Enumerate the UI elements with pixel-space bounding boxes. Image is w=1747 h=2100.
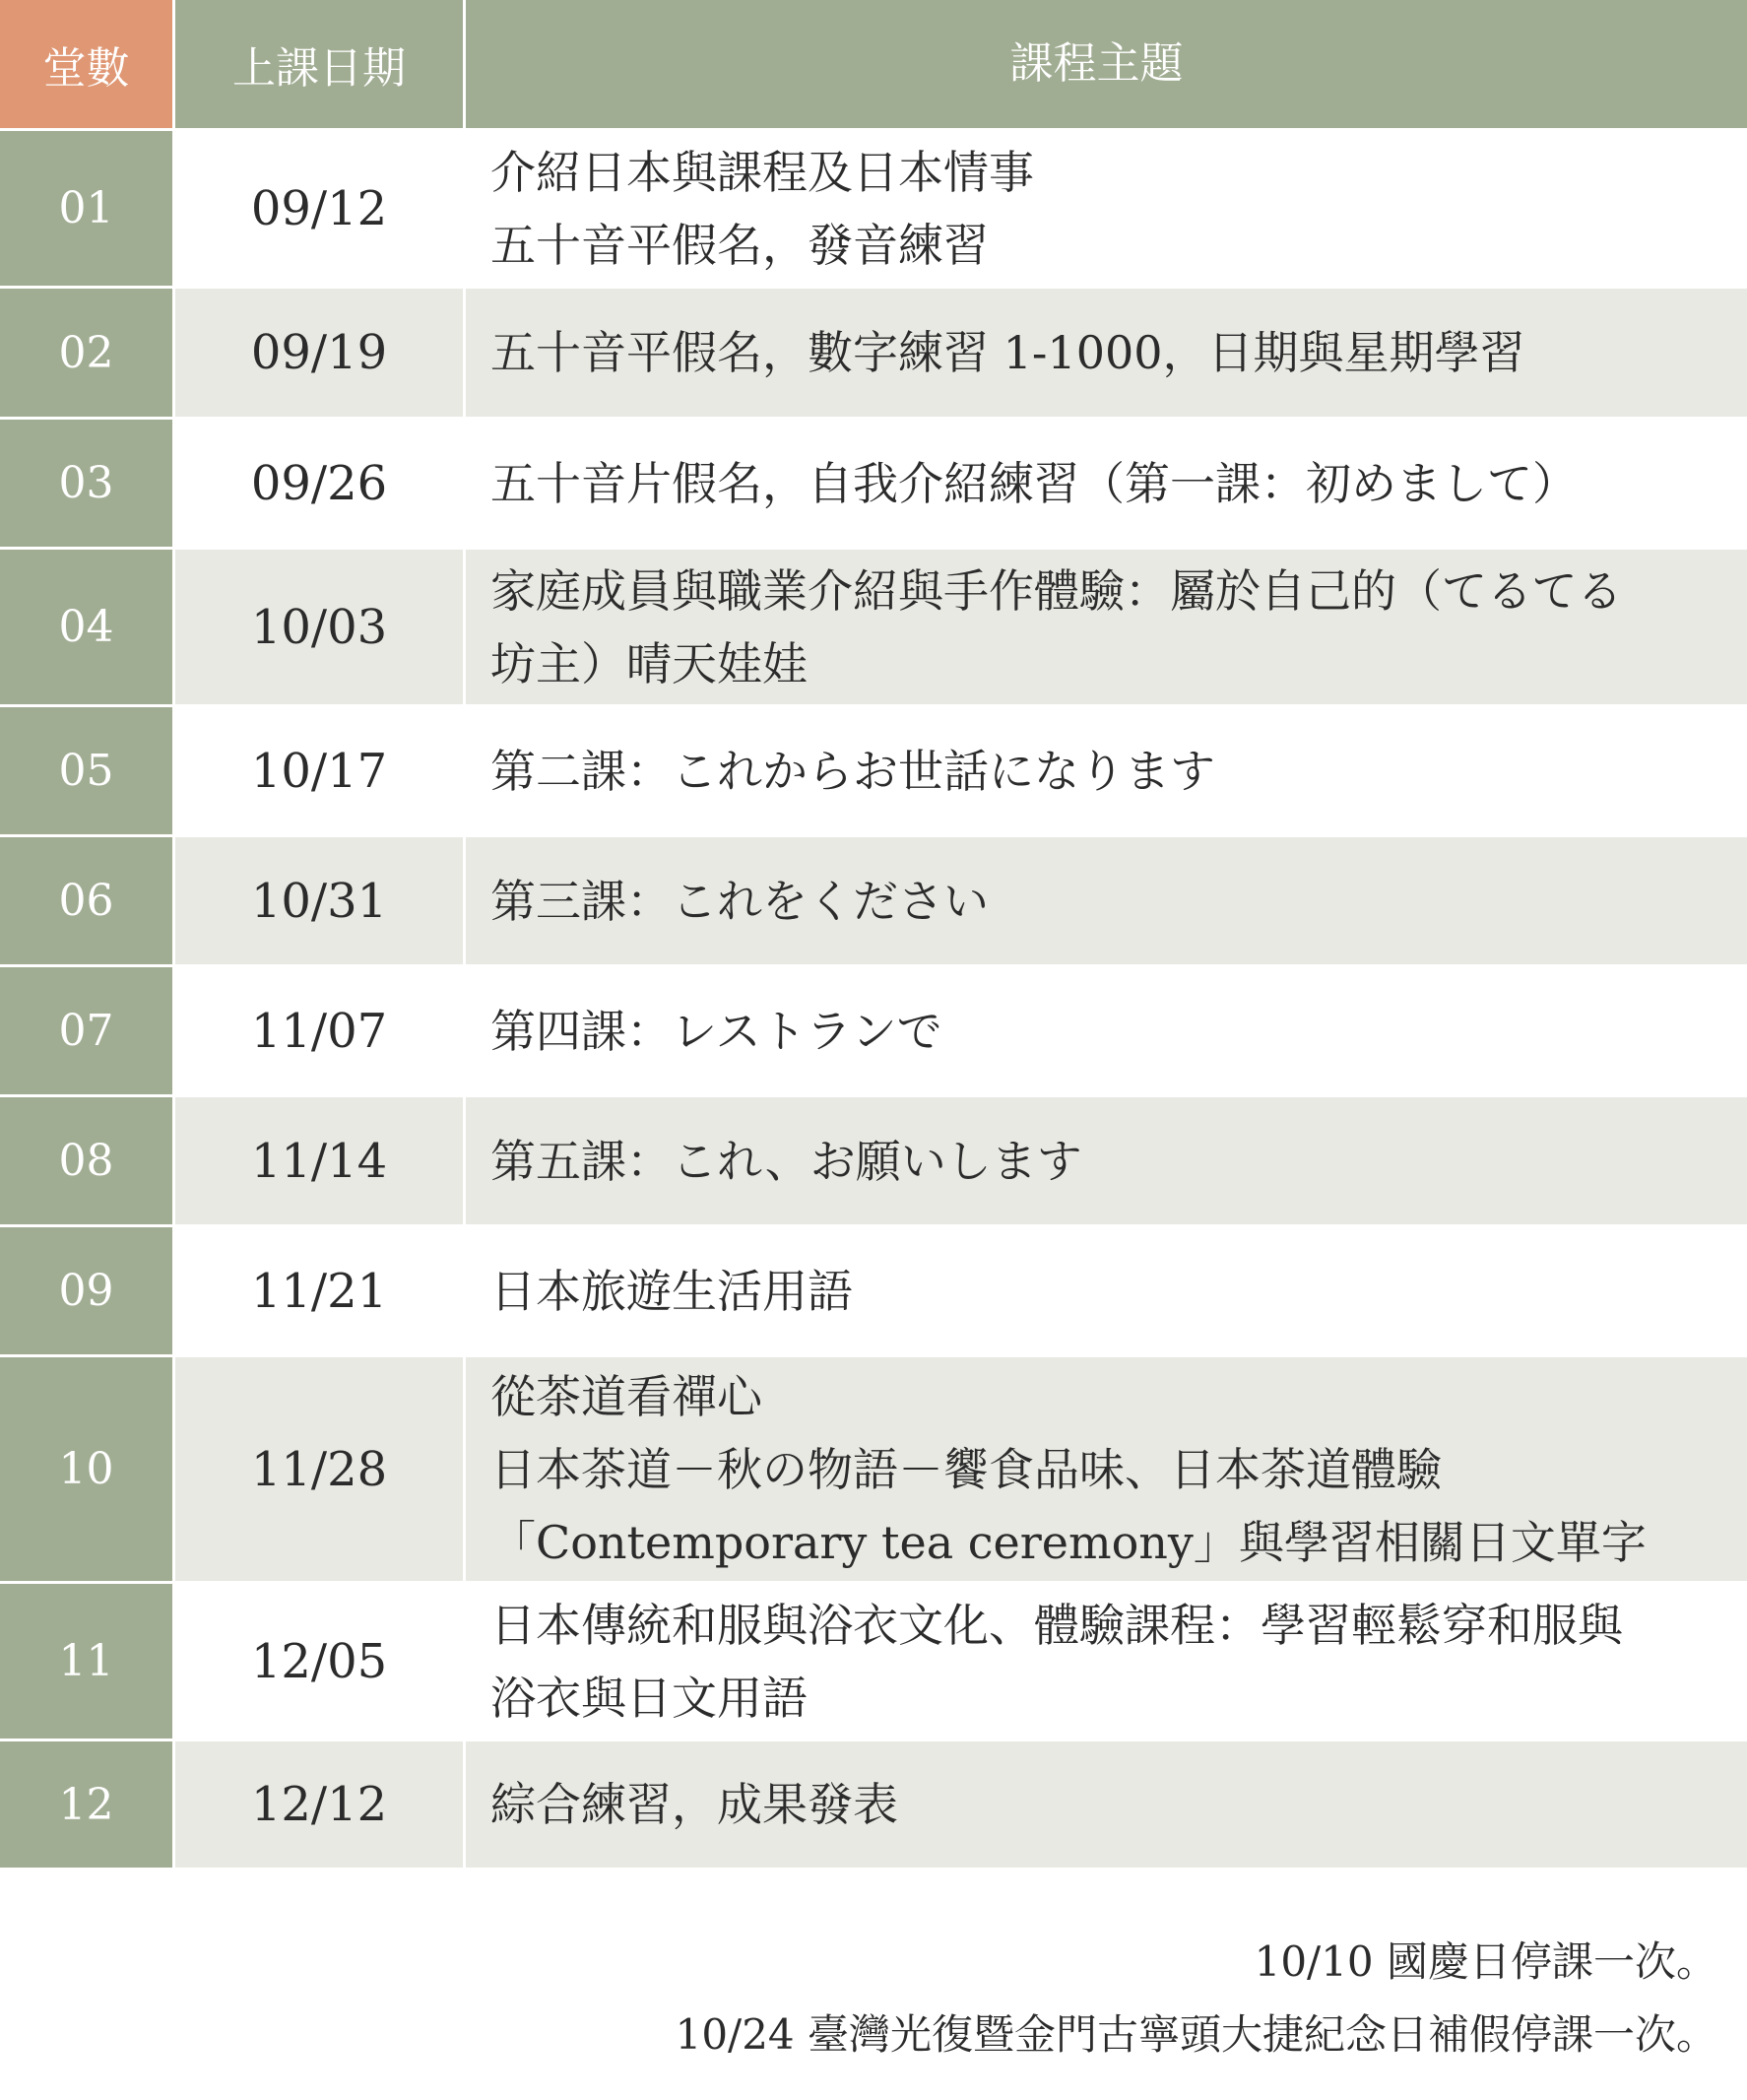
course-topic-line: 第二課：これからお世話になります [490,744,1215,798]
table-row [0,550,1747,704]
class-date: 10/31 [175,837,463,964]
course-topic [466,1741,1747,1868]
course-topic-line: 五十音片假名，自我介紹練習（第一課：初めまして） [490,456,1578,510]
course-topic-line: 第五課：これ、お願いします [490,1134,1082,1188]
table-row [0,289,1747,417]
course-topic-line: 日本傳統和服與浴衣文化、體驗課程：學習輕鬆穿和服與 [490,1598,1623,1652]
class-date: 12/12 [175,1741,463,1868]
class-date: 11/28 [175,1357,463,1581]
course-topic-line: 坊主）晴天娃娃 [490,636,808,690]
table-row [0,131,1747,286]
course-topic [466,1097,1747,1224]
session-number: 12 [0,1741,172,1868]
table-row [0,1584,1747,1739]
session-number: 04 [0,550,172,704]
session-number: 06 [0,837,172,964]
session-number: 08 [0,1097,172,1224]
course-topic-line: 家庭成員與職業介紹與手作體驗：屬於自己的（てるてる [490,563,1623,618]
class-date: 10/03 [175,550,463,704]
course-topic [466,967,1747,1094]
class-date: 09/19 [175,289,463,417]
header-course-topic: 課程主題 [466,0,1747,128]
course-topic [466,420,1747,547]
session-number: 10 [0,1357,172,1581]
table-row [0,837,1747,964]
class-date: 10/17 [175,707,463,834]
note-line: 10/10 國慶日停課一次。 [1254,1937,1717,1986]
table-header-row [0,0,1747,128]
session-number: 03 [0,420,172,547]
table-row [0,1357,1747,1581]
course-topic-line: 五十音平假名，發音練習 [490,218,989,272]
header-session-number: 堂數 [0,0,172,128]
session-number: 05 [0,707,172,834]
course-topic [466,837,1747,964]
class-date: 09/12 [175,131,463,286]
class-date: 09/26 [175,420,463,547]
course-topic [466,707,1747,834]
class-date: 11/14 [175,1097,463,1224]
course-topic [466,1584,1747,1739]
course-topic-line: 第三課：これをください [490,874,989,928]
course-topic-line: 介紹日本與課程及日本情事 [490,145,1034,199]
table-row [0,1097,1747,1224]
course-topic [466,1227,1747,1354]
course-topic-line: 五十音平假名，數字練習 1-1000，日期與星期學習 [490,326,1525,379]
table-row [0,420,1747,547]
course-topic-line: 從茶道看禪心 [490,1369,762,1423]
session-number: 02 [0,289,172,417]
class-date: 12/05 [175,1584,463,1739]
table-row [0,707,1747,834]
course-topic [466,289,1747,417]
course-topic [466,131,1747,286]
course-topic-line: 綜合練習，成果發表 [490,1778,898,1831]
note-line: 10/24 臺灣光復暨金門古寧頭大捷紀念日補假停課一次。 [675,2010,1717,2059]
session-number: 11 [0,1584,172,1739]
header-class-date: 上課日期 [175,0,463,128]
course-topic-line: 「Contemporary tea ceremony」與學習相關日文單字 [490,1515,1647,1569]
class-date: 11/07 [175,967,463,1094]
schedule-notes [676,1926,1717,2071]
table-row [0,967,1747,1094]
course-topic-line: 日本茶道－秋の物語－饗食品味、日本茶道體驗 [490,1442,1442,1496]
session-number: 01 [0,131,172,286]
course-topic-line: 第四課：レストランで [490,1004,942,1058]
course-topic-line: 浴衣與日文用語 [490,1671,808,1725]
course-topic [466,550,1747,704]
session-number: 09 [0,1227,172,1354]
session-number: 07 [0,967,172,1094]
class-date: 11/21 [175,1227,463,1354]
table-row [0,1227,1747,1354]
course-topic [466,1357,1747,1581]
table-row [0,1741,1747,1868]
course-topic-line: 日本旅遊生活用語 [490,1264,853,1318]
